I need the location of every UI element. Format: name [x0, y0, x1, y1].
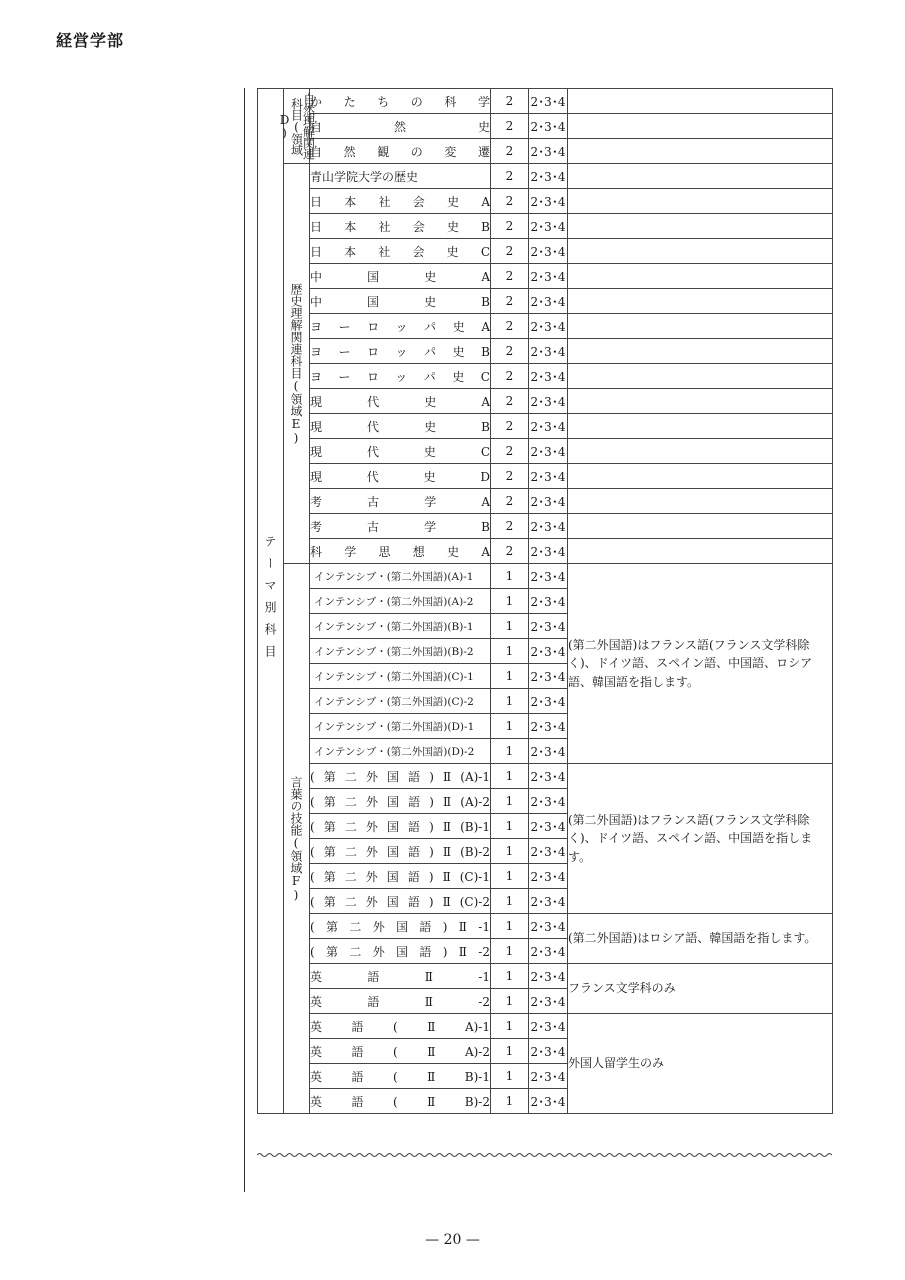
- category-label-e: 歴史理解関連科目(領域E): [284, 164, 310, 564]
- course-years: 2･3･4: [529, 589, 568, 614]
- course-years: 2･3･4: [529, 564, 568, 589]
- course-credits: 1: [491, 789, 529, 814]
- course-credits: 2: [491, 314, 529, 339]
- course-credits: 1: [491, 564, 529, 589]
- course-name: 青山学院大学の歴史: [310, 169, 419, 184]
- course-credits: 1: [491, 964, 529, 989]
- course-name-cell: [310, 964, 491, 989]
- table-row: [258, 314, 833, 339]
- table-row: [258, 189, 833, 214]
- course-name-cell: [310, 939, 491, 964]
- table-row: [258, 1014, 833, 1039]
- course-years: 2･3･4: [529, 989, 568, 1014]
- course-years: 2･3･4: [529, 464, 568, 489]
- course-name: (第二外国語)Ⅱ(C)-2: [310, 894, 490, 909]
- category-label-f: 言葉の技能(領域F): [284, 564, 310, 1114]
- page-number: — 20 —: [425, 1232, 480, 1248]
- course-credits: 1: [491, 689, 529, 714]
- course-name: 日本社会史C: [310, 244, 490, 259]
- table-row: [258, 914, 833, 939]
- course-years: 2･3･4: [529, 1039, 568, 1064]
- course-years: 2･3･4: [529, 239, 568, 264]
- course-years: 2･3･4: [529, 114, 568, 139]
- course-credits: 1: [491, 664, 529, 689]
- course-years: 2･3･4: [529, 1089, 568, 1114]
- course-name: 英語Ⅱ-2: [310, 994, 490, 1009]
- course-years: 2･3･4: [529, 539, 568, 564]
- course-name: 日本社会史B: [310, 219, 490, 234]
- course-name: (第二外国語)Ⅱ(A)-2: [310, 794, 490, 809]
- course-years: 2･3･4: [529, 839, 568, 864]
- course-name-cell: [310, 614, 491, 639]
- course-years: 2･3･4: [529, 764, 568, 789]
- course-name: インテンシブ・(第二外国語)(C)-1: [314, 670, 474, 683]
- course-years: 2･3･4: [529, 1064, 568, 1089]
- category-label-d: 自然理解関連科目(領域D): [284, 89, 310, 164]
- course-name: 現代史A: [310, 394, 490, 409]
- course-years: 2･3･4: [529, 264, 568, 289]
- course-years: 2･3･4: [529, 939, 568, 964]
- course-name: 自然史: [310, 119, 490, 134]
- table-row: [258, 139, 833, 164]
- course-note-second-abc: (第二外国語)はフランス語(フランス文学科除く)、ドイツ語、スペイン語、中国語を指します。: [568, 764, 833, 914]
- course-name: インテンシブ・(第二外国語)(B)-1: [314, 620, 474, 633]
- course-table: [257, 88, 833, 1114]
- course-name-cell: [310, 564, 491, 589]
- table-row: [258, 239, 833, 264]
- course-name-cell: [310, 664, 491, 689]
- course-note-empty: [568, 414, 833, 439]
- course-note-empty: [568, 439, 833, 464]
- course-years: 2･3･4: [529, 164, 568, 189]
- course-name-cell: [310, 114, 491, 139]
- course-years: 2･3･4: [529, 714, 568, 739]
- course-years: 2･3･4: [529, 289, 568, 314]
- course-name: 考古学A: [310, 494, 490, 509]
- course-years: 2･3･4: [529, 914, 568, 939]
- course-name-cell: [310, 639, 491, 664]
- course-name: 英語(ⅡB)-2: [310, 1094, 490, 1109]
- course-credits: 1: [491, 639, 529, 664]
- course-name-cell: [310, 239, 491, 264]
- course-name-cell: [310, 289, 491, 314]
- course-note-english-ab: 外国人留学生のみ: [568, 1014, 833, 1114]
- course-name: (第二外国語)Ⅱ(B)-1: [310, 819, 490, 834]
- course-name: ヨーロッパ史B: [310, 344, 490, 359]
- course-years: 2･3･4: [529, 489, 568, 514]
- course-name-cell: [310, 839, 491, 864]
- course-name: (第二外国語)Ⅱ-2: [310, 944, 490, 959]
- course-name-cell: [310, 414, 491, 439]
- course-name-cell: [310, 189, 491, 214]
- course-note-intensive: (第二外国語)はフランス語(フランス文学科除く)、ドイツ語、スペイン語、中国語、ロシア語、韓国語を指します。: [568, 564, 833, 764]
- table-row: [258, 464, 833, 489]
- course-credits: 2: [491, 239, 529, 264]
- course-name-cell: [310, 464, 491, 489]
- table-row: [258, 514, 833, 539]
- course-name-cell: [310, 214, 491, 239]
- course-note-english-ii: フランス文学科のみ: [568, 964, 833, 1014]
- course-note-empty: [568, 189, 833, 214]
- course-years: 2･3･4: [529, 639, 568, 664]
- course-name-cell: [310, 814, 491, 839]
- course-name-cell: [310, 489, 491, 514]
- course-credits: 2: [491, 389, 529, 414]
- course-name-cell: [310, 1039, 491, 1064]
- course-note-empty: [568, 89, 833, 114]
- course-name: 日本社会史A: [310, 194, 490, 209]
- course-name: 科学思想史A: [310, 544, 490, 559]
- course-name: インテンシブ・(第二外国語)(B)-2: [314, 645, 474, 658]
- course-credits: 2: [491, 539, 529, 564]
- course-name: インテンシブ・(第二外国語)(A)-1: [314, 570, 474, 583]
- course-credits: 1: [491, 939, 529, 964]
- table-row: [258, 439, 833, 464]
- course-note-empty: [568, 314, 833, 339]
- course-years: 2･3･4: [529, 314, 568, 339]
- course-name: ヨーロッパ史A: [310, 319, 490, 334]
- course-name: 現代史D: [310, 469, 490, 484]
- table-row: [258, 389, 833, 414]
- course-name-cell: [310, 139, 491, 164]
- course-name: ヨーロッパ史C: [310, 369, 490, 384]
- course-name-cell: [310, 1089, 491, 1114]
- table-row: [258, 539, 833, 564]
- course-credits: 2: [491, 414, 529, 439]
- course-credits: 2: [491, 264, 529, 289]
- course-name-cell: [310, 1014, 491, 1039]
- course-credits: 1: [491, 614, 529, 639]
- course-years: 2･3･4: [529, 89, 568, 114]
- course-name-cell: [310, 789, 491, 814]
- course-credits: 2: [491, 339, 529, 364]
- course-name-cell: [310, 589, 491, 614]
- course-note-second-plain: (第二外国語)はロシア語、韓国語を指します。: [568, 914, 833, 964]
- course-note-empty: [568, 239, 833, 264]
- course-name-cell: [310, 439, 491, 464]
- course-years: 2･3･4: [529, 189, 568, 214]
- course-name: (第二外国語)Ⅱ(C)-1: [310, 869, 490, 884]
- course-note-empty: [568, 214, 833, 239]
- course-years: 2･3･4: [529, 364, 568, 389]
- course-name-cell: [310, 314, 491, 339]
- course-credits: 1: [491, 714, 529, 739]
- course-name-cell: [310, 864, 491, 889]
- faculty-title: 経営学部: [56, 31, 125, 50]
- course-name-cell: [310, 889, 491, 914]
- course-years: 2･3･4: [529, 664, 568, 689]
- course-credits: 2: [491, 214, 529, 239]
- course-table-body: [258, 89, 833, 1114]
- course-years: 2･3･4: [529, 514, 568, 539]
- table-row: [258, 489, 833, 514]
- course-name: インテンシブ・(第二外国語)(C)-2: [314, 695, 474, 708]
- course-credits: 1: [491, 764, 529, 789]
- course-name-cell: [310, 739, 491, 764]
- table-row: [258, 339, 833, 364]
- course-name: インテンシブ・(第二外国語)(A)-2: [314, 595, 474, 608]
- course-note-empty: [568, 464, 833, 489]
- course-credits: 2: [491, 189, 529, 214]
- course-name-cell: [310, 364, 491, 389]
- course-name-cell: [310, 539, 491, 564]
- course-years: 2･3･4: [529, 739, 568, 764]
- course-credits: 2: [491, 464, 529, 489]
- course-name: 自然観の変遷: [310, 144, 490, 159]
- course-credits: 1: [491, 1089, 529, 1114]
- course-note-empty: [568, 539, 833, 564]
- course-note-empty: [568, 364, 833, 389]
- course-credits: 2: [491, 489, 529, 514]
- course-years: 2･3･4: [529, 864, 568, 889]
- course-name-cell: [310, 914, 491, 939]
- table-row: [258, 364, 833, 389]
- course-credits: 1: [491, 814, 529, 839]
- course-name: (第二外国語)Ⅱ(A)-1: [310, 769, 490, 784]
- course-name-cell: [310, 89, 491, 114]
- course-name: (第二外国語)Ⅱ-1: [310, 919, 490, 934]
- margin-rule: [244, 88, 245, 1192]
- course-name: 英語Ⅱ-1: [310, 969, 490, 984]
- course-years: 2･3･4: [529, 614, 568, 639]
- course-name: 現代史B: [310, 419, 490, 434]
- course-credits: 2: [491, 114, 529, 139]
- table-row: [258, 264, 833, 289]
- course-credits: 2: [491, 439, 529, 464]
- course-name: 現代史C: [310, 444, 490, 459]
- course-name-cell: [310, 339, 491, 364]
- course-name-cell: [310, 1064, 491, 1089]
- course-name: 英語(ⅡA)-2: [310, 1044, 490, 1059]
- course-credits: 1: [491, 989, 529, 1014]
- course-note-empty: [568, 139, 833, 164]
- course-name: (第二外国語)Ⅱ(B)-2: [310, 844, 490, 859]
- course-years: 2･3･4: [529, 689, 568, 714]
- course-name-cell: [310, 714, 491, 739]
- table-row: [258, 114, 833, 139]
- course-years: 2･3･4: [529, 339, 568, 364]
- course-credits: 2: [491, 289, 529, 314]
- course-years: 2･3･4: [529, 964, 568, 989]
- course-credits: 2: [491, 164, 529, 189]
- course-years: 2･3･4: [529, 1014, 568, 1039]
- course-credits: 1: [491, 739, 529, 764]
- table-row: [258, 414, 833, 439]
- course-credits: 1: [491, 589, 529, 614]
- course-credits: 1: [491, 1064, 529, 1089]
- course-credits: 1: [491, 1014, 529, 1039]
- course-note-empty: [568, 389, 833, 414]
- course-years: 2･3･4: [529, 789, 568, 814]
- table-row: [258, 289, 833, 314]
- course-years: 2･3･4: [529, 139, 568, 164]
- course-credits: 1: [491, 889, 529, 914]
- course-name-cell: [310, 264, 491, 289]
- course-name-cell: [310, 514, 491, 539]
- course-credits: 2: [491, 139, 529, 164]
- course-name: 考古学B: [310, 519, 490, 534]
- course-name: 中国史A: [310, 269, 490, 284]
- table-row: [258, 564, 833, 589]
- course-years: 2･3･4: [529, 439, 568, 464]
- course-credits: 1: [491, 839, 529, 864]
- course-name: インテンシブ・(第二外国語)(D)-1: [314, 720, 475, 733]
- table-row: [258, 164, 833, 189]
- course-name-cell: [310, 389, 491, 414]
- course-years: 2･3･4: [529, 414, 568, 439]
- course-name-cell: [310, 989, 491, 1014]
- course-note-empty: [568, 489, 833, 514]
- course-note-empty: [568, 289, 833, 314]
- course-years: 2･3･4: [529, 889, 568, 914]
- course-credits: 1: [491, 864, 529, 889]
- table-row: [258, 964, 833, 989]
- course-note-empty: [568, 164, 833, 189]
- course-years: 2･3･4: [529, 389, 568, 414]
- course-credits: 2: [491, 89, 529, 114]
- theme-subject-label: テーマ別科目: [258, 89, 284, 1114]
- course-name: 英語(ⅡA)-1: [310, 1019, 490, 1034]
- course-name-cell: [310, 764, 491, 789]
- course-name: 中国史B: [310, 294, 490, 309]
- table-row: [258, 89, 833, 114]
- course-credits: 1: [491, 914, 529, 939]
- course-name: かたちの科学: [310, 94, 490, 109]
- course-note-empty: [568, 514, 833, 539]
- table-row: [258, 214, 833, 239]
- course-note-empty: [568, 264, 833, 289]
- course-name-cell: [310, 689, 491, 714]
- course-note-empty: [568, 339, 833, 364]
- course-credits: 2: [491, 514, 529, 539]
- course-years: 2･3･4: [529, 214, 568, 239]
- course-name-cell: [310, 164, 491, 189]
- course-credits: 1: [491, 1039, 529, 1064]
- table-row: [258, 764, 833, 789]
- course-name: 英語(ⅡB)-1: [310, 1069, 490, 1084]
- course-note-empty: [568, 114, 833, 139]
- course-years: 2･3･4: [529, 814, 568, 839]
- course-credits: 2: [491, 364, 529, 389]
- course-name: インテンシブ・(第二外国語)(D)-2: [314, 745, 475, 758]
- table-break-line: [257, 1152, 832, 1158]
